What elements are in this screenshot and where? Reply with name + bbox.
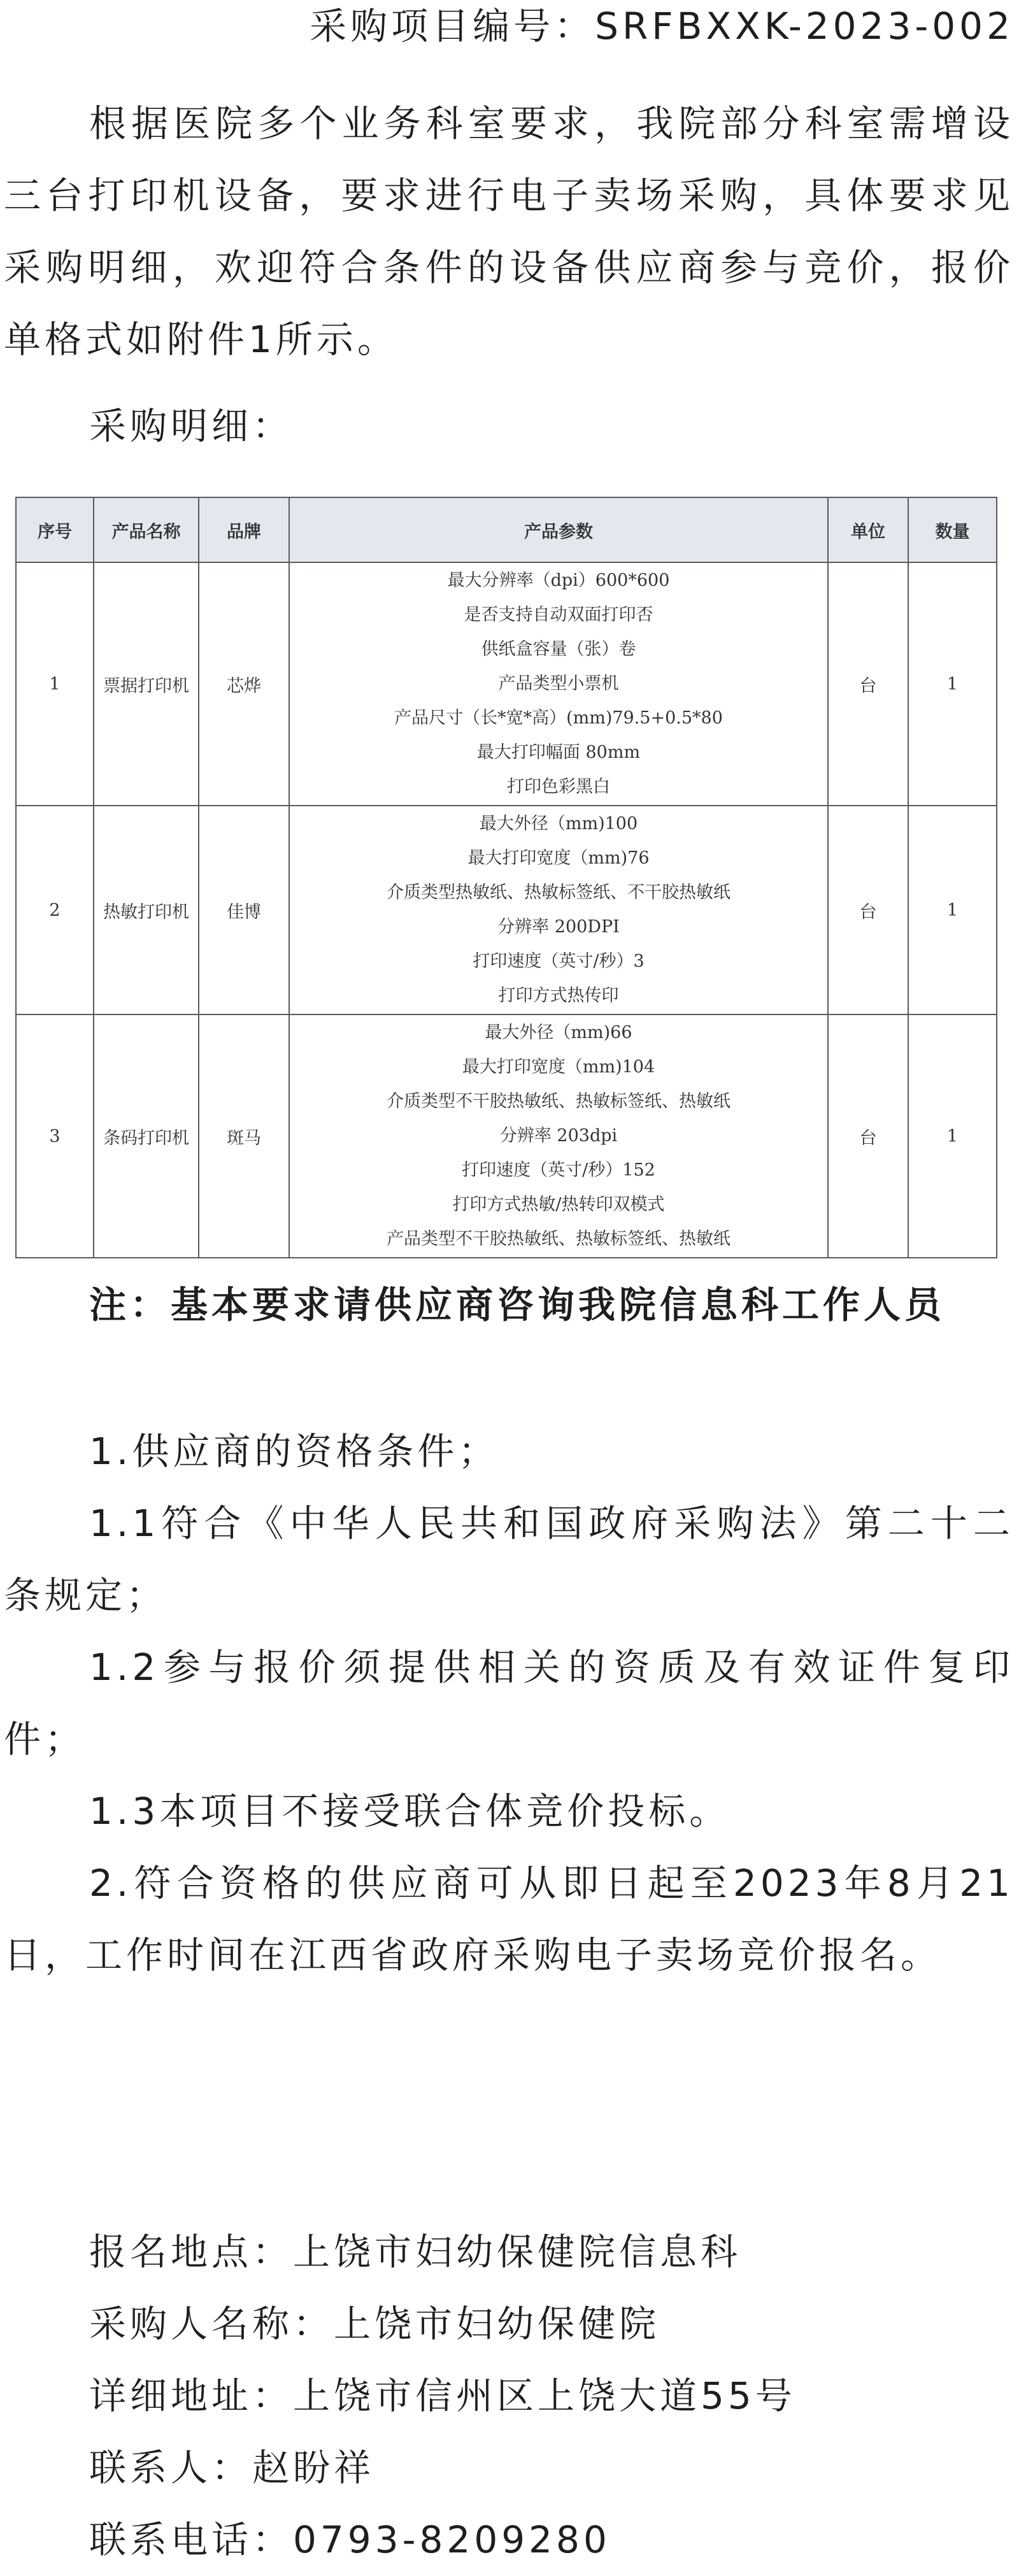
header-brand: 品牌 xyxy=(199,497,289,562)
row-brand: 佳博 xyxy=(199,806,289,1014)
requirement-item: 2.符合资格的供应商可从即日起至2023年8月21日，工作时间在江西省政府采购电子卖场竞价报名。 xyxy=(4,1861,1014,1977)
purchaser-name: 采购人名称：上饶市妇幼保健院 xyxy=(89,2302,660,2345)
project-number: 采购项目编号：SRFBXXK-2023-002 xyxy=(310,4,1014,48)
param-line: 最大外径（mm)100 xyxy=(479,814,638,834)
param-line: 打印速度（英寸/秒）3 xyxy=(473,951,645,971)
row-product-name: 条码打印机 xyxy=(94,1014,199,1258)
row-params xyxy=(289,1014,828,1258)
param-line: 最大打印宽度（mm)76 xyxy=(467,848,650,868)
procurement-table-wrapper xyxy=(15,497,996,1258)
contact-section xyxy=(4,2216,1014,2576)
row-product-name: 票据打印机 xyxy=(94,562,199,806)
param-line: 介质类型热敏纸、热敏标签纸、不干胶热敏纸 xyxy=(387,883,730,902)
requirements-section xyxy=(4,1416,1014,1991)
row-qty: 1 xyxy=(908,562,997,806)
param-line: 打印方式热敏/热转印双模式 xyxy=(452,1195,665,1214)
header-qty: 数量 xyxy=(908,497,997,562)
param-line: 产品类型不干胶热敏纸、热敏标签纸、热敏纸 xyxy=(387,1229,730,1249)
param-line: 打印方式热传印 xyxy=(498,986,619,1006)
row-unit: 台 xyxy=(828,562,908,806)
requirement-item: 1.1符合《中华人民共和国政府采购法》第二十二条规定； xyxy=(4,1502,1014,1617)
row-params xyxy=(289,806,828,1014)
table-header-row xyxy=(16,497,997,562)
registration-location: 报名地点：上饶市妇幼保健院信息科 xyxy=(89,2230,742,2274)
row-unit: 台 xyxy=(828,1014,908,1258)
row-qty: 1 xyxy=(908,1014,997,1258)
param-line: 分辨率 203dpi xyxy=(499,1126,618,1146)
table-row xyxy=(16,806,997,1014)
param-line: 供纸盒容量（张）卷 xyxy=(481,639,636,659)
param-line: 是否支持自动双面打印否 xyxy=(464,605,653,625)
param-line: 最大打印宽度（mm)104 xyxy=(462,1057,655,1077)
contact-person: 联系人：赵盼祥 xyxy=(89,2446,375,2489)
row-unit: 台 xyxy=(828,806,908,1014)
row-brand: 斑马 xyxy=(199,1014,289,1258)
intro-paragraph: 根据医院多个业务科室要求，我院部分科室需增设三台打印机设备，要求进行电子卖场采购，具体要求见采购明细，欢迎符合条件的设备供应商参与竞价，报价单格式如附件1所示。 xyxy=(4,102,1014,361)
row-no: 1 xyxy=(16,562,94,806)
param-line: 介质类型不干胶热敏纸、热敏标签纸、热敏纸 xyxy=(387,1092,730,1111)
header-params: 产品参数 xyxy=(289,497,828,562)
note-paragraph: 注：基本要求请供应商咨询我院信息科工作人员 xyxy=(89,1283,946,1327)
detailed-address: 详细地址：上饶市信州区上饶大道55号 xyxy=(89,2374,796,2417)
detail-heading: 采购明细： xyxy=(89,404,294,448)
procurement-table xyxy=(15,497,997,1258)
param-line: 产品尺寸（长*宽*高）(mm)79.5+0.5*80 xyxy=(394,708,723,728)
header-unit: 单位 xyxy=(828,497,908,562)
param-line: 打印速度（英寸/秒）152 xyxy=(462,1160,655,1180)
header-no: 序号 xyxy=(16,497,94,562)
requirement-item: 1.供应商的资格条件； xyxy=(89,1430,499,1473)
row-no: 3 xyxy=(16,1014,94,1258)
param-line: 分辨率 200DPI xyxy=(497,917,620,937)
requirement-item: 1.2参与报价须提供相关的资质及有效证件复印件； xyxy=(4,1646,1014,1761)
param-line: 最大外径（mm)66 xyxy=(485,1023,632,1042)
row-no: 2 xyxy=(16,806,94,1014)
row-brand: 芯烨 xyxy=(199,562,289,806)
header-product-name: 产品名称 xyxy=(94,497,199,562)
param-line: 打印色彩黑白 xyxy=(507,777,610,797)
table-row xyxy=(16,562,997,806)
requirement-item: 1.3本项目不接受联合体竞价投标。 xyxy=(89,1790,730,1833)
row-params xyxy=(289,562,828,806)
param-line: 产品类型小票机 xyxy=(498,674,619,694)
contact-phone: 联系电话：0793-8209280 xyxy=(89,2518,611,2561)
param-line: 最大分辨率（dpi）600*600 xyxy=(447,571,670,590)
row-product-name: 热敏打印机 xyxy=(94,806,199,1014)
param-line: 最大打印幅面 80mm xyxy=(476,743,641,762)
row-qty: 1 xyxy=(908,806,997,1014)
table-row xyxy=(16,1014,997,1258)
